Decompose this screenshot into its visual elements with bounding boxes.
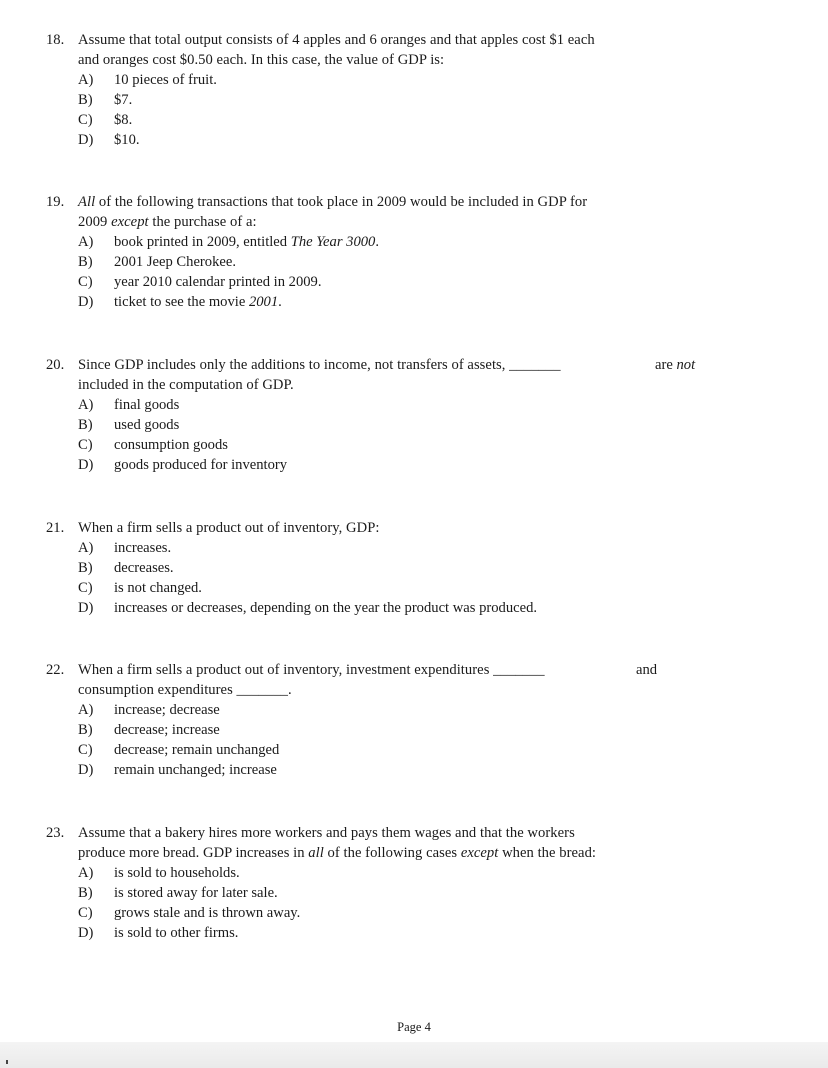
page-number: Page 4 — [397, 1020, 431, 1034]
answer-option-c: C) consumption goods — [78, 437, 228, 453]
answer-option-b: B) decrease; increase — [78, 722, 220, 738]
answer-option-b: B) 2001 Jeep Cherokee. — [78, 254, 236, 270]
answer-option-a: A) final goods — [78, 397, 180, 413]
answer-option-a: A) increases. — [78, 540, 172, 556]
question-stem-line: 2009 except the purchase of a: — [78, 214, 257, 230]
answer-option-d: D) increases or decreases, depending on the year the product was produced. — [78, 600, 538, 616]
answer-option-d: D) is sold to other firms. — [78, 925, 239, 941]
answer-option-b: B) is stored away for later sale. — [78, 885, 278, 901]
answer-option-c: C) year 2010 calendar printed in 2009. — [78, 274, 322, 290]
answer-option-d: D) remain unchanged; increase — [78, 762, 277, 778]
answer-option-b: B) $7. — [78, 92, 133, 108]
answer-option-c: C) grows stale and is thrown away. — [78, 905, 301, 921]
question-number: 21. — [46, 520, 65, 536]
answer-option-c: C) decrease; remain unchanged — [78, 742, 280, 758]
question-stem-line: When a firm sells a product out of inventory, GDP: — [78, 520, 380, 536]
answer-option-d: D) ticket to see the movie 2001. — [78, 294, 282, 310]
edge-mark — [6, 1060, 8, 1064]
question-stem-line: When a firm sells a product out of inventory, investment expenditures _______ — [78, 662, 545, 678]
answer-option-b: B) decreases. — [78, 560, 174, 576]
question-number: 20. — [46, 357, 65, 373]
question-stem-line: All of the following transactions that took place in 2009 would be included in GDP for — [78, 194, 588, 210]
question-stem-line: Since GDP includes only the additions to income, not transfers of assets, _______ — [78, 357, 561, 373]
question-stem-line-end: are not — [655, 357, 696, 373]
question-number: 23. — [46, 825, 65, 841]
answer-option-a: A) is sold to households. — [78, 865, 240, 881]
question-stem-line: included in the computation of GDP. — [78, 377, 294, 393]
question-stem-line: and oranges cost $0.50 each. In this case, the value of GDP is: — [78, 52, 445, 68]
bottom-edge — [0, 1042, 828, 1068]
answer-option-c: C) is not changed. — [78, 580, 202, 596]
question-stem-line: Assume that a bakery hires more workers and pays them wages and that the workers — [78, 825, 575, 841]
answer-option-a: A) increase; decrease — [78, 702, 220, 718]
answer-option-d: D) goods produced for inventory — [78, 457, 288, 473]
question-stem-line: produce more bread. GDP increases in all of the following cases except when the bread: — [78, 845, 597, 861]
answer-option-a: A) book printed in 2009, entitled The Year 3000. — [78, 234, 379, 250]
question-number: 19. — [46, 194, 65, 210]
question-number: 22. — [46, 662, 65, 678]
answer-option-c: C) $8. — [78, 112, 133, 128]
answer-option-d: D) $10. — [78, 132, 140, 148]
answer-option-b: B) used goods — [78, 417, 180, 433]
answer-option-a: A) 10 pieces of fruit. — [78, 72, 217, 88]
question-stem-line: consumption expenditures _______. — [78, 682, 292, 698]
question-stem-line-end: and — [636, 662, 658, 678]
question-number: 18. — [46, 32, 65, 48]
question-stem-line: Assume that total output consists of 4 apples and 6 oranges and that apples cost $1 each — [78, 32, 595, 48]
